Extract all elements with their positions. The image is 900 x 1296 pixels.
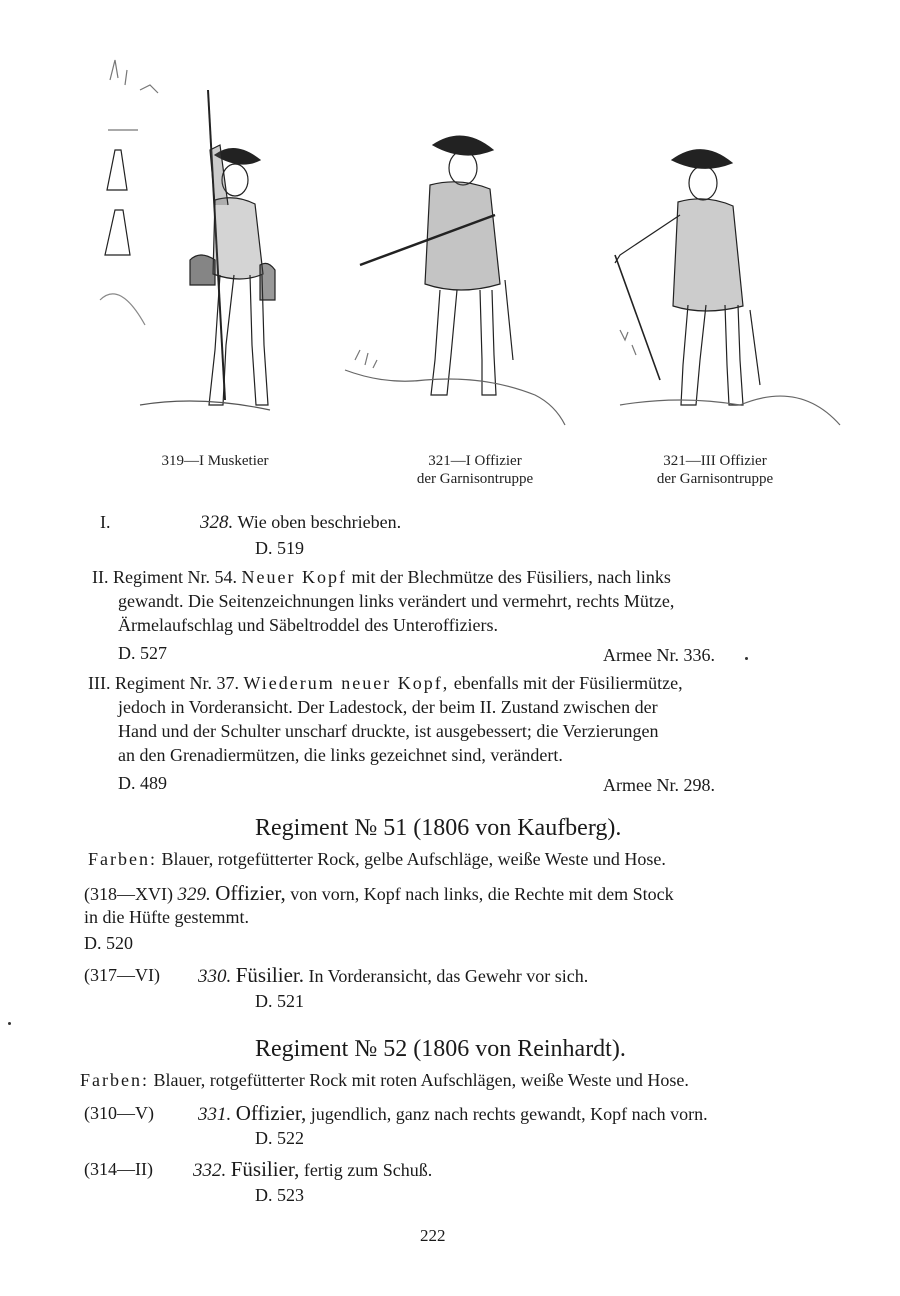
entry-text: von vorn, Kopf nach links, die Rechte mit dem Stock [290, 884, 674, 904]
state-iii-ref: D. 489 [118, 773, 167, 793]
state-ii-armee: Armee Nr. 336. [603, 645, 715, 665]
state-iii-line3: Hand und der Schulter unscharf druckte, ist ausgebessert; die Verzierungen [118, 721, 659, 741]
entry-329-line1 [84, 881, 674, 907]
entry-328-line [200, 510, 401, 535]
state-ii-line1 [92, 565, 840, 589]
state-label-i: I. [100, 512, 111, 532]
caption-line: der Garnisontruppe [416, 471, 534, 487]
state-iii-emph: Wiederum neuer Kopf, [243, 673, 450, 693]
entry-329-ref: D. 520 [84, 933, 133, 953]
caption-line: 321—I Offizier [428, 453, 522, 469]
entry-332-ref-left: (314—II) [84, 1159, 153, 1179]
farben-text: Blauer, rotgefütterter Rock mit roten Aufschlägen, weiße Weste und Hose. [153, 1070, 689, 1090]
entry-text: jugendlich, ganz nach rechts gewandt, Kopf nach vorn. [310, 1104, 708, 1124]
state-iii-lead: Regiment Nr. 37. [114, 673, 239, 693]
figure-offizier-3 [600, 130, 850, 440]
state-iii-line1 [88, 671, 683, 695]
entry-ref-left: (318—XVI) [84, 884, 173, 904]
section-heading-reg52: Regiment № 52 (1806 von Reinhardt). [255, 1036, 626, 1062]
entry-330-line [198, 963, 588, 989]
entry-332-ref: D. 523 [255, 1185, 304, 1205]
ink-dot [745, 657, 748, 660]
entry-text: Wie oben beschrieben. [237, 512, 402, 532]
state-ii-rest: mit der Blechmütze des Füsiliers, nach links [351, 567, 671, 587]
farben-label: Farben: [88, 849, 157, 869]
entry-title: Füsilier. [235, 963, 305, 987]
figure-offizier-1 [345, 120, 575, 440]
entry-330-ref: D. 521 [255, 991, 304, 1011]
entry-number: 331. [198, 1104, 232, 1125]
figure-musketier [90, 40, 310, 440]
ink-dot [8, 1022, 11, 1025]
entry-title: Füsilier, [230, 1157, 300, 1181]
page-number: 222 [420, 1226, 446, 1245]
entry-text: fertig zum Schuß. [303, 1160, 433, 1180]
state-ii-line2: gewandt. Die Seitenzeichnungen links verändert und vermehrt, rechts Mütze, [118, 591, 675, 611]
reg52-farben [80, 1068, 689, 1092]
state-ii-lead: Regiment Nr. 54. [113, 567, 237, 587]
caption-line: 319—I Musketier [161, 453, 269, 469]
state-iii-line2: jedoch in Vorderansicht. Der Ladestock, der beim II. Zustand zwischen der [118, 697, 658, 717]
section-heading-reg51: Regiment № 51 (1806 von Kaufberg). [255, 815, 622, 841]
entry-328-ref: D. 519 [255, 538, 304, 558]
state-iii-line4: an den Grenadiermützen, die links gezeichnet sind, verändert. [118, 745, 563, 765]
entry-number: 332. [193, 1160, 227, 1181]
entry-331-line [198, 1101, 708, 1127]
state-iii-rest: ebenfalls mit der Füsiliermütze, [453, 673, 683, 693]
state-label-ii: II. [92, 567, 109, 587]
entry-332-line [193, 1157, 432, 1183]
entry-number: 330. [198, 966, 232, 987]
figure-caption-offizier-1 [390, 452, 560, 488]
farben-text: Blauer, rotgefütterter Rock, gelbe Aufschläge, weiße Weste und Hose. [161, 849, 666, 869]
state-ii-ref: D. 527 [118, 643, 167, 663]
state-ii-emph: Neuer Kopf [241, 567, 347, 587]
figure-caption-musketier [130, 452, 300, 470]
caption-line: der Garnisontruppe [656, 471, 774, 487]
reg51-farben [88, 847, 666, 871]
state-ii-line3: Ärmelaufschlag und Säbeltroddel des Unteroffiziers. [118, 615, 499, 635]
state-label-iii: III. [88, 673, 111, 693]
figure-caption-offizier-3 [630, 452, 800, 488]
entry-329-line2: in die Hüfte gestemmt. [84, 907, 249, 927]
entry-text: In Vorderansicht, das Gewehr vor sich. [308, 966, 589, 986]
caption-line: 321—III Offizier [663, 453, 767, 469]
entry-331-ref-left: (310—V) [84, 1103, 154, 1123]
entry-title: Offizier, [215, 881, 286, 905]
entry-number: 328. [200, 512, 234, 533]
entry-title: Offizier, [235, 1101, 307, 1125]
entry-330-ref-left: (317—VI) [84, 965, 160, 985]
state-iii-armee: Armee Nr. 298. [603, 775, 715, 795]
entry-331-ref: D. 522 [255, 1128, 304, 1148]
farben-label: Farben: [80, 1070, 149, 1090]
entry-number: 329. [177, 884, 211, 905]
